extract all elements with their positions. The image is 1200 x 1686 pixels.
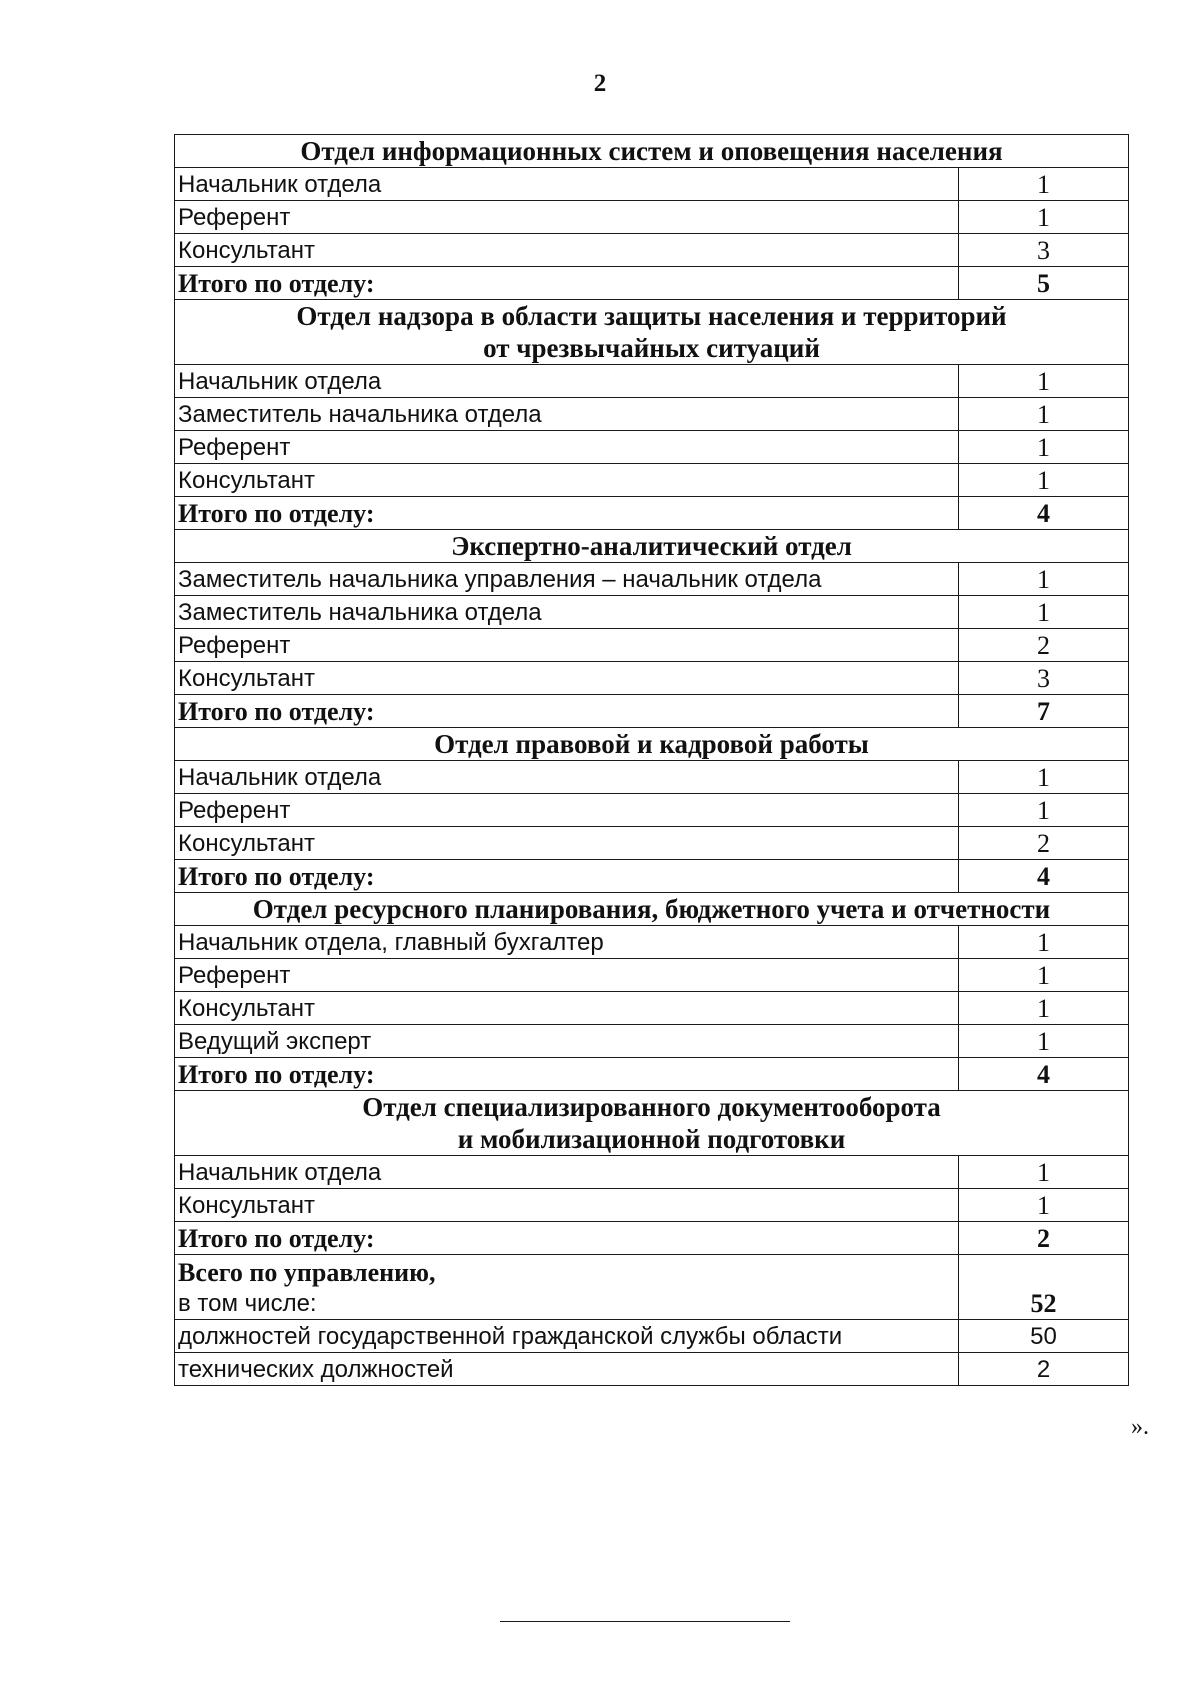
position-name: Начальник отдела [175,168,959,201]
footer-rule [500,1621,790,1622]
breakdown-name: технических должностей [175,1353,959,1386]
position-name: Начальник отдела [175,1156,959,1189]
position-count: 3 [959,234,1129,267]
department-total-row [175,1222,1129,1255]
position-name: Консультант [175,464,959,497]
position-name: Начальник отдела, главный бухгалтер [175,926,959,959]
department-title-line: от чрезвычайных ситуаций [483,333,820,363]
position-name: Заместитель начальника отдела [175,596,959,629]
breakdown-count: 2 [959,1353,1129,1386]
department-title-line: и мобилизационной подготовки [457,1124,846,1154]
department-total-count: 2 [959,1222,1129,1255]
department-total-row [175,267,1129,300]
position-count: 1 [959,365,1129,398]
department-heading-row [175,135,1129,168]
position-name: Консультант [175,662,959,695]
position-row [175,827,1129,860]
page-number: 2 [593,70,607,97]
department-title [175,728,1129,761]
position-row [175,563,1129,596]
department-title-line: Отдел надзора в области защиты населения и территорий [296,301,1007,331]
department-title-line: Отдел правовой и кадровой работы [434,729,869,759]
position-row [175,992,1129,1025]
position-count: 2 [959,629,1129,662]
department-total-count: 4 [959,1058,1129,1091]
grand-total-value: 52 [959,1255,1129,1320]
department-heading-row [175,1091,1129,1156]
position-count: 1 [959,563,1129,596]
breakdown-row [175,1353,1129,1386]
position-name: Референт [175,629,959,662]
department-title-line: Отдел информационных систем и оповещения населения [300,136,1003,166]
department-total-count: 4 [959,497,1129,530]
position-row [175,794,1129,827]
department-heading-row [175,893,1129,926]
position-count: 2 [959,827,1129,860]
department-heading-row [175,530,1129,563]
position-name: Референт [175,201,959,234]
closing-quote: ». [1131,1414,1149,1440]
department-total-label: Итого по отделу: [175,267,959,300]
position-count: 1 [959,794,1129,827]
staffing-table-body [175,135,1129,1386]
department-total-label: Итого по отделу: [175,1058,959,1091]
position-row [175,629,1129,662]
position-name: Референт [175,431,959,464]
department-heading-row [175,300,1129,365]
department-total-row [175,860,1129,893]
position-count: 1 [959,201,1129,234]
position-row [175,1156,1129,1189]
position-count: 1 [959,1189,1129,1222]
department-total-row [175,695,1129,728]
position-count: 1 [959,1156,1129,1189]
position-row [175,201,1129,234]
department-title [175,1091,1129,1156]
department-title [175,300,1129,365]
department-total-count: 5 [959,267,1129,300]
position-row [175,431,1129,464]
position-count: 3 [959,662,1129,695]
position-count: 1 [959,464,1129,497]
position-row [175,464,1129,497]
position-name: Референт [175,794,959,827]
position-count: 1 [959,926,1129,959]
breakdown-name: должностей государственной гражданской службы области [175,1320,959,1353]
position-name: Начальник отдела [175,761,959,794]
staffing-table [174,134,1129,1386]
grand-total-sublabel: в том числе: [178,1290,317,1317]
grand-total-label-text: Всего по управлению, [178,1258,436,1287]
position-row [175,168,1129,201]
position-name: Консультант [175,992,959,1025]
position-row [175,596,1129,629]
position-name: Заместитель начальника управления – начальник отдела [175,563,959,596]
department-title [175,893,1129,926]
position-count: 1 [959,959,1129,992]
position-row [175,365,1129,398]
grand-total-row [175,1255,1129,1320]
position-count: 1 [959,596,1129,629]
position-name: Заместитель начальника отдела [175,398,959,431]
position-count: 1 [959,168,1129,201]
department-title-line: Отдел ресурсного планирования, бюджетного учета и отчетности [252,894,1051,924]
position-count: 1 [959,761,1129,794]
position-row [175,959,1129,992]
position-row [175,662,1129,695]
department-total-label: Итого по отделу: [175,1222,959,1255]
position-name: Ведущий эксперт [175,1025,959,1058]
position-row [175,1025,1129,1058]
department-total-count: 4 [959,860,1129,893]
department-title-line: Экспертно-аналитический отдел [451,531,852,561]
position-row [175,398,1129,431]
department-total-label: Итого по отделу: [175,695,959,728]
position-name: Начальник отдела [175,365,959,398]
breakdown-row [175,1320,1129,1353]
position-count: 1 [959,1025,1129,1058]
position-row [175,1189,1129,1222]
department-title-line: Отдел специализированного документооборота [362,1092,941,1122]
position-count: 1 [959,398,1129,431]
position-name: Консультант [175,827,959,860]
position-name: Консультант [175,234,959,267]
position-row [175,926,1129,959]
grand-total-label [175,1255,959,1320]
position-name: Референт [175,959,959,992]
position-row [175,761,1129,794]
position-name: Консультант [175,1189,959,1222]
department-total-label: Итого по отделу: [175,497,959,530]
position-row [175,234,1129,267]
department-heading-row [175,728,1129,761]
department-total-count: 7 [959,695,1129,728]
department-total-row [175,1058,1129,1091]
department-title [175,135,1129,168]
department-total-row [175,497,1129,530]
position-count: 1 [959,431,1129,464]
position-count: 1 [959,992,1129,1025]
breakdown-count: 50 [959,1320,1129,1353]
department-title [175,530,1129,563]
department-total-label: Итого по отделу: [175,860,959,893]
